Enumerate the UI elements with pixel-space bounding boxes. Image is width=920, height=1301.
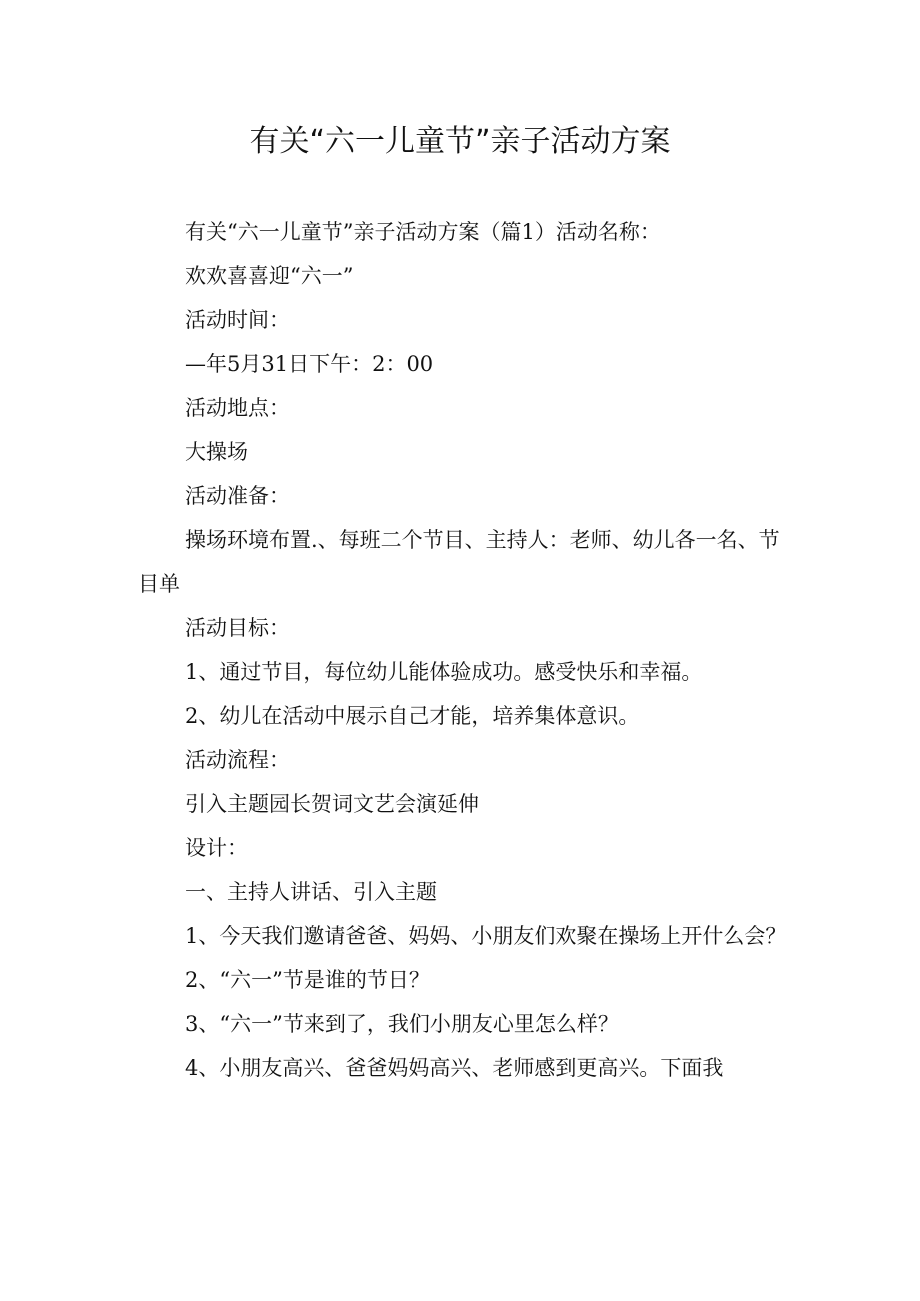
paragraph-goals-label: 活动目标： — [185, 616, 290, 640]
paragraph-location: 大操场 — [185, 440, 248, 464]
paragraph-item-1: 1、今天我们邀请爸爸、妈妈、小朋友们欢聚在操场上开什么会？ — [185, 924, 787, 948]
document-body — [138, 210, 788, 1090]
paragraph-time: —年5月31日下午：2：00 — [185, 352, 434, 376]
paragraph-activity-name-label: 有关“六一儿童节”亲子活动方案（篇1）活动名称： — [185, 220, 661, 244]
paragraph-activity-name: 欢欢喜喜迎“六一” — [185, 264, 354, 288]
paragraph-process-label: 活动流程： — [185, 748, 290, 772]
paragraph-preparation: 操场环境布置.、每班二个节目、主持人：老师、幼儿各一名、节目单 — [138, 528, 780, 596]
paragraph-goal-2: 2、幼儿在活动中展示自己才能，培养集体意识。 — [185, 704, 640, 728]
paragraph-time-label: 活动时间： — [185, 308, 290, 332]
paragraph-item-2: 2、“六一”节是谁的节日？ — [185, 968, 430, 992]
paragraph-location-label: 活动地点： — [185, 396, 290, 420]
paragraph-design-label: 设计： — [185, 836, 248, 860]
paragraph-item-4: 4、小朋友高兴、爸爸妈妈高兴、老师感到更高兴。下面我 — [185, 1056, 724, 1080]
paragraph-section-1: 一、主持人讲话、引入主题 — [185, 880, 437, 904]
paragraph-process: 引入主题园长贺词文艺会演延伸 — [185, 792, 479, 816]
paragraph-item-3: 3、“六一”节来到了，我们小朋友心里怎么样？ — [185, 1012, 619, 1036]
document-title: 有关“六一儿童节”亲子活动方案 — [249, 124, 671, 159]
paragraph-preparation-label: 活动准备： — [185, 484, 290, 508]
paragraph-goal-1: 1、通过节目，每位幼儿能体验成功。感受快乐和幸福。 — [185, 660, 703, 684]
